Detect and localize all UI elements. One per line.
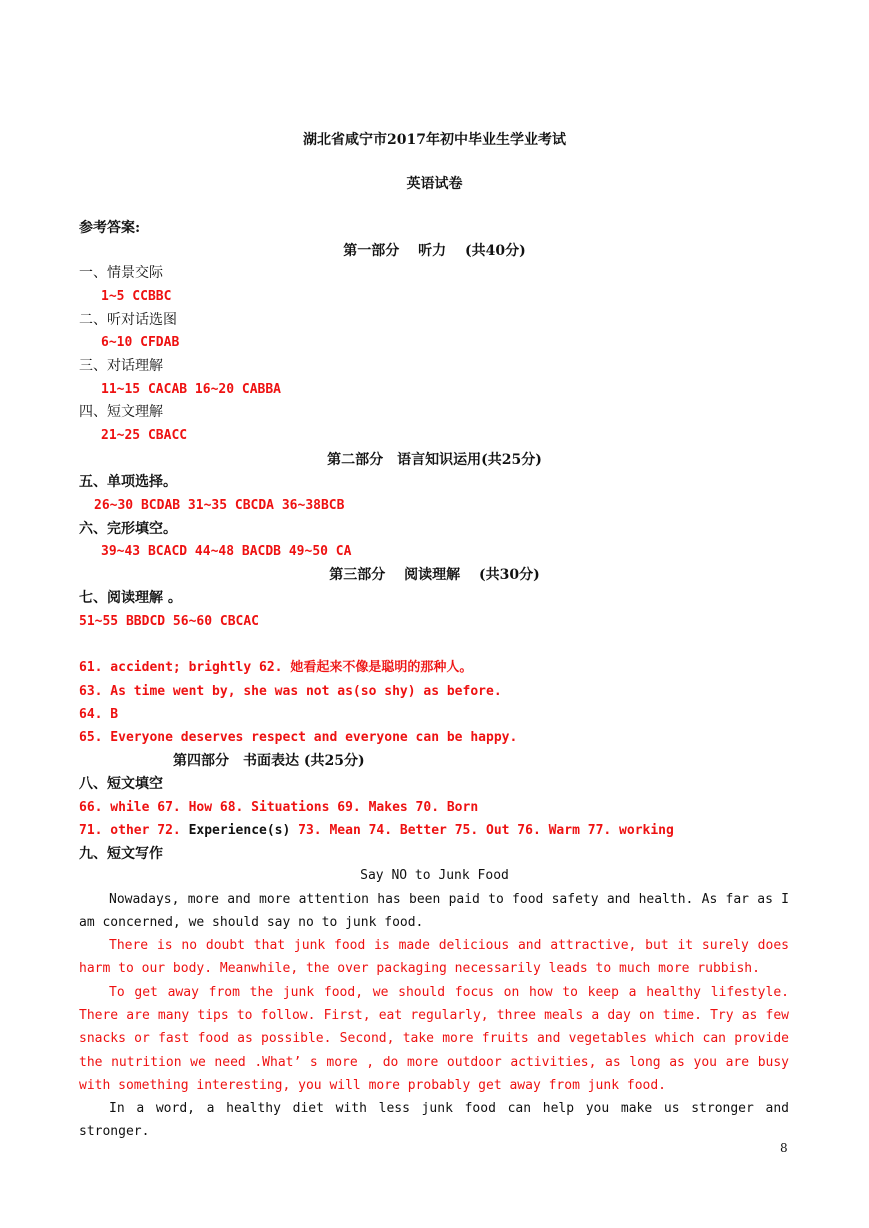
section1-answers: 1~5 CCBBC xyxy=(101,289,172,304)
section5-label: 五、单项选择。 xyxy=(79,474,177,490)
section7-label: 七、阅读理解 。 xyxy=(79,590,182,606)
exam-title: 湖北省咸宁市2017年初中毕业生学业考试 xyxy=(303,132,566,148)
section3-answers: 11~15 CACAB 16~20 CABBA xyxy=(101,382,282,397)
part1-heading: 第一部分 听力 (共40分) xyxy=(343,243,526,259)
answer-64: 64. B xyxy=(79,707,119,722)
section4-answers: 21~25 CBACC xyxy=(101,428,188,443)
section6-answers: 39~43 BCACD 44~48 BACDB 49~50 CA xyxy=(101,544,352,559)
essay-paragraph-3: To get away from the junk food, we should focus on how to keep a healthy lifestyle. There are many tips to follow. First, eat regularly, three meals a day on time. Try as few snacks or fast food as possible. Second, take more fruits and vegetables which can provide the nutrition we need .What’ s more , do more outdoor activities, as long as you are busy with something interesting, you will more probably get away from junk food. xyxy=(79,985,789,1093)
answer-71-77 xyxy=(79,822,674,840)
section4-label: 四、短文理解 xyxy=(79,404,163,420)
part3-heading: 第三部分 阅读理解 (共30分) xyxy=(329,567,540,583)
answer-66-70: 66. while 67. How 68. Situations 69. Makes 70. Born xyxy=(79,800,479,815)
section6-label: 六、完形填空。 xyxy=(79,521,177,537)
section2-answers: 6~10 CFDAB xyxy=(101,335,180,350)
essay-paragraph-2: There is no doubt that junk food is made delicious and attractive, but it surely does harm to our body. Meanwhile, the over packaging necessarily leads to much more rubbish. xyxy=(79,938,789,977)
page-number: 8 xyxy=(780,1141,788,1155)
section3-label: 三、对话理解 xyxy=(79,358,163,374)
section9-label: 九、短文写作 xyxy=(79,846,163,862)
answer-72-word: Experience(s) xyxy=(188,823,291,838)
section2-label: 二、听对话选图 xyxy=(79,312,177,328)
answer-65: 65. Everyone deserves respect and everyone can be happy. xyxy=(79,730,518,745)
section7-answers: 51~55 BBDCD 56~60 CBCAC xyxy=(79,614,260,629)
section5-answers: 26~30 BCDAB 31~35 CBCDA 36~38BCB xyxy=(94,498,345,513)
essay-paragraph-4: In a word, a healthy diet with less junk food can help you make us stronger and stronger. xyxy=(79,1101,789,1140)
answer-71-72-prefix: 71. other 72. xyxy=(79,823,189,838)
section1-label: 一、情景交际 xyxy=(79,265,163,281)
essay-title: Say NO to Junk Food xyxy=(360,868,509,883)
part4-heading: 第四部分 书面表达 (共25分) xyxy=(173,753,365,769)
answer-63: 63. As time went by, she was not as(so shy) as before. xyxy=(79,684,502,699)
section8-label: 八、短文填空 xyxy=(79,776,163,792)
answers-label: 参考答案: xyxy=(79,220,141,236)
answer-73-77: 73. Mean 74. Better 75. Out 76. Warm 77. working xyxy=(290,823,674,838)
part2-heading: 第二部分 语言知识运用(共25分) xyxy=(327,452,542,468)
essay-paragraph-1: Nowadays, more and more attention has been paid to food safety and health. As far as I am concerned, we should say no to junk food. xyxy=(79,892,789,931)
exam-subtitle: 英语试卷 xyxy=(406,176,463,192)
answer-61-62: 61. accident; brightly 62. 她看起来不像是聪明的那种人。 xyxy=(79,660,473,675)
